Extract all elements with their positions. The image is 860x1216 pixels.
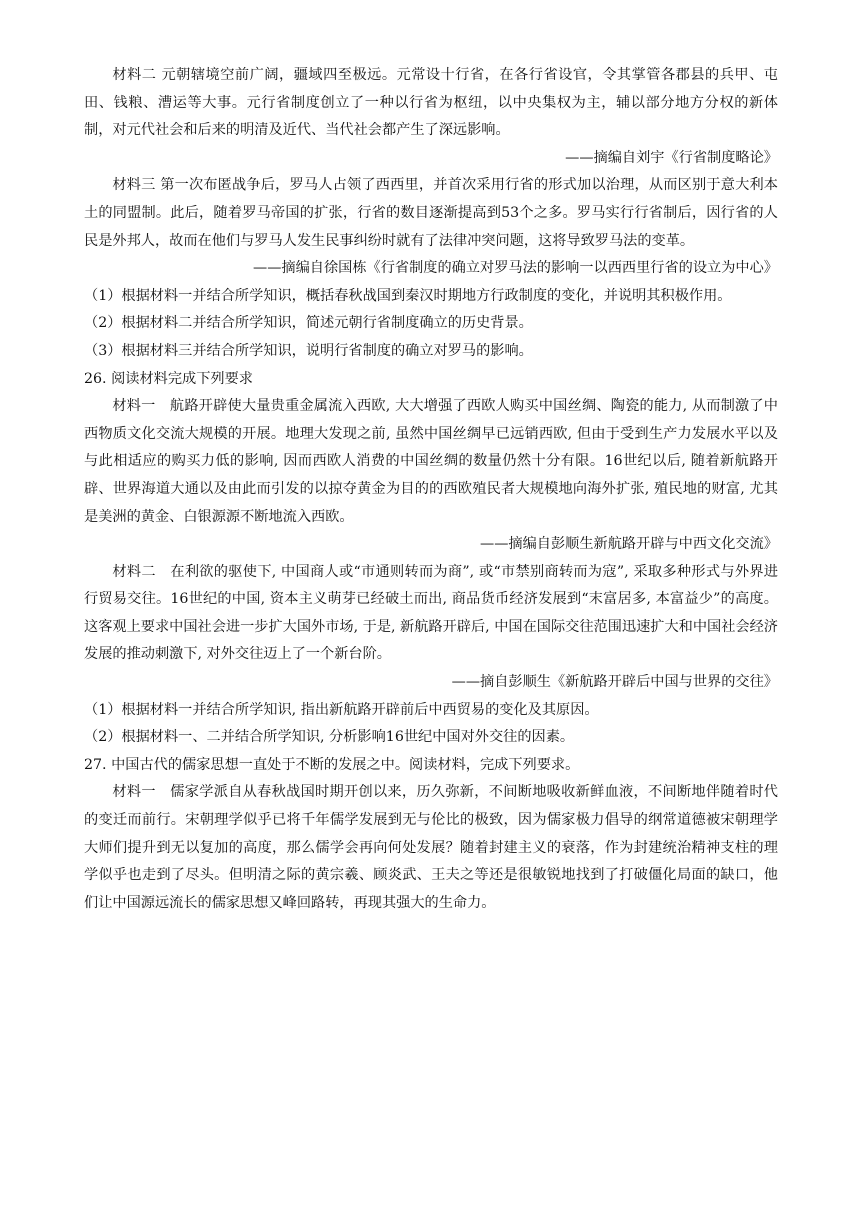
material-1-trade-paragraph: 材料一 航路开辟使大量贵重金属流入西欧, 大大增强了西欧人购买中国丝绸、陶瓷的能力, 从而制激了中西物质文化交流大规模的开展。地理大发现之前, 虽然中国丝绸早已远销西欧, 但由于受到生产力发展水平以及与此相适应的购买力低的影响, 因而西欧人消费的中国丝绸的数量仍然十分有限。16世纪以后, 随着新航路开辟、世界海道大通以及由此而引发的以掠夺黄金为目的的西欧殖民者大规模地向海外扩张, 殖民地的财富, 尤其是美洲的黄金、白银源源不断地流入西欧。 (84, 398, 778, 525)
question-item: （2）根据材料一、二并结合所学知识, 分析影响16世纪中国对外交往的因素。 (84, 729, 575, 746)
question-26-heading: 26. 阅读材料完成下列要求 (84, 370, 253, 387)
material-2-merchant-paragraph: 材料二 在利欲的驱使下, 中国商人或“市通则转而为商”, 或“市禁别商转而为寇”, 采取多种形式与外界进行贸易交往。16世纪的中国, 资本主义萌芽已经破土而出, 商品货币经济发展到“末富居多, 本富益少”的高度。这客观上要求中国社会进一步扩大国外市场, 于是, 新航路开辟后, 中国在国际交往范围迅速扩大和中国社会经济发展的推动刺激下, 对外交往迈上了一个新台阶。 (84, 563, 778, 663)
question-item: （1）根据材料一并结合所学知识, 指出新航路开辟前后中西贸易的变化及其原因。 (84, 701, 599, 718)
source-citation: ——摘编自徐国栋《行省制度的确立对罗马法的影响一以西西里行省的设立为中心》 (253, 260, 778, 277)
source-citation: ——摘编自刘宇《行省制度略论》 (565, 149, 778, 166)
question-27-heading: 27. 中国古代的儒家思想一直处于不断的发展之中。阅读材料，完成下列要求。 (84, 756, 580, 773)
material-1-confucian-paragraph: 材料一 儒家学派自从春秋战国时期开创以来，历久弥新，不间断地吸收新鲜血液，不间断地伴随着时代的变迁而前行。宋朝理学似乎已将千年儒学发展到无与伦比的极致，因为儒家极力倡导的纲常道德被宋朝理学大师们提升到无以复加的高度，那么儒学会再向何处发展？随着封建主义的衰落，作为封建统治精神支柱的理学似乎也走到了尽头。但明清之际的黄宗羲、顾炎武、王夫之等还是很敏锐地找到了打破僵化局面的缺口，他们让中国源远流长的儒家思想又峰回路转，再现其强大的生命力。 (84, 784, 778, 911)
question-item: （1）根据材料一并结合所学知识，概括春秋战国到秦汉时期地方行政制度的变化，并说明其积极作用。 (84, 287, 732, 304)
material-3-rome-paragraph: 材料三 第一次布匿战争后，罗马人占领了西西里，并首次采用行省的形式加以治理，从而区别于意大利本土的同盟制。此后，随着罗马帝国的扩张，行省的数目逐渐提高到53个之多。罗马实行行省制后，因行省的人民是外邦人，故而在他们与罗马人发生民事纠纷时就有了法律冲突问题，这将导致罗马法的变革。 (84, 177, 778, 249)
question-item: （2）根据材料二并结合所学知识，简述元朝行省制度确立的历史背景。 (84, 315, 533, 332)
material-2-yuan-paragraph: 材料二 元朝辖境空前广阔，疆域四至极远。元常设十行省，在各行省设官，令其掌管各郡县的兵甲、屯田、钱粮、漕运等大事。元行省制度创立了一种以行省为枢纽，以中央集权为主，辅以部分地方分权的新体制，对元代社会和后来的明清及近代、当代社会都产生了深远影响。 (84, 67, 778, 139)
question-item: （3）根据材料三并结合所学知识，说明行省制度的确立对罗马的影响。 (84, 342, 533, 359)
source-citation: ——摘自彭顺生《新航路开辟后中国与世界的交往》 (451, 674, 778, 691)
source-citation: ——摘编自彭顺生新航路开辟与中西文化交流》 (480, 536, 778, 553)
